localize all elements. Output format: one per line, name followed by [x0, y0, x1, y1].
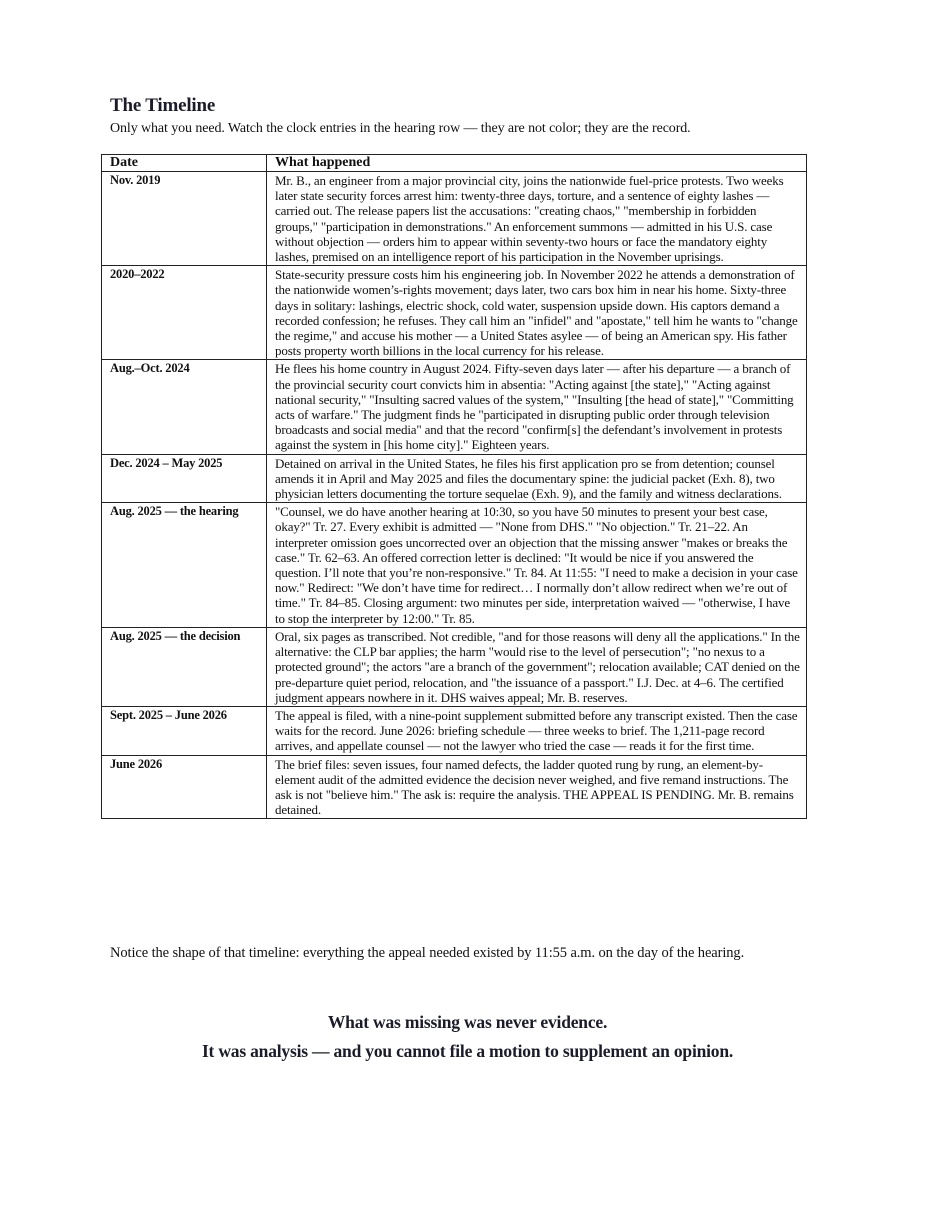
intro-text: Only what you need. Watch the clock entries in the hearing row — they are not color; they are the record.: [110, 121, 691, 136]
table-row: [102, 755, 807, 819]
table-header-row: [102, 155, 807, 172]
table-row: [102, 706, 807, 755]
table-row: [102, 360, 807, 454]
table-row: [102, 503, 807, 628]
row-description: Mr. B., an engineer from a major provincial city, joins the nationwide fuel-price protests. Two weeks later state security forces arrest him: twenty-three days, torture, and a sentence of eighty lashes — carried out. The release papers list the accusations: "creating chaos," "membership in forbidden groups," "participation in demonstrations." An enforcement summons — admitted in his U.S. case without objection — orders him to appear within seventy-two hours or face the mandatory eighty lashes, premised on an intelligence report of his participation in the November uprisings.: [267, 172, 807, 266]
table-row: [102, 172, 807, 266]
row-description: "Counsel, we do have another hearing at 10:30, so you have 50 minutes to present your best case, okay?" Tr. 27. Every exhibit is admitted — "None from DHS." "No objection." Tr. 21–22. An interpreter omission goes uncorrected over an objection that the missing answer "makes or breaks the case." Tr. 62–63. An offered correction letter is declined: "It would be nice if you answered the question. I’ll note that you’re non-responsive." Tr. 84. At 11:55: "I need to make a decision in your case now." Redirect: "We don’t have time for redirect… I normally don’t allow redirect when we’re out of time." Tr. 84–85. Closing argument: two minutes per side, interpretation waived — "otherwise, I have to stop the interpreter by 12:00." Tr. 85.: [267, 503, 807, 628]
closing-line-1: What was missing was never evidence.: [327, 1012, 608, 1032]
row-description: Oral, six pages as transcribed. Not credible, "and for those reasons will deny all the applications." In the alternative: the CLP bar applies; the harm "would rise to the level of persecution"; "no nexus to a protected ground"; the actors "are a branch of the government"; relocation available; CAT denied on the pre-departure quiet period, relocation, and "the issuance of a passport." I.J. Dec. at 4–6. The certified judgment appears nowhere in it. DHS waives appeal; Mr. B. reserves.: [267, 627, 807, 706]
row-date: Aug. 2025 — the decision: [102, 627, 267, 706]
table-row: [102, 454, 807, 503]
row-description: The brief files: seven issues, four named defects, the ladder quoted rung by rung, an element-by-element audit of the admitted evidence the decision never weighed, and five remand instructions. The ask is not "believe him." The ask is: require the analysis. THE APPEAL IS PENDING. Mr. B. remains detained.: [267, 755, 807, 819]
row-date: Aug. 2025 — the hearing: [102, 503, 267, 628]
timeline-table: [101, 154, 807, 819]
row-description: Detained on arrival in the United States, he files his first application pro se from detention; counsel amends it in April and May 2025 and files the documentary spine: the judicial packet (Exh. 8), two physician letters documenting the torture sequelae (Exh. 9), and the family and witness declarations.: [267, 454, 807, 503]
column-header-what-happened: What happened: [267, 155, 807, 172]
row-date: Nov. 2019: [102, 172, 267, 266]
row-date: 2020–2022: [102, 266, 267, 360]
closing-line-2: It was analysis — and you cannot file a motion to supplement an opinion.: [201, 1041, 734, 1061]
row-description: State-security pressure costs him his engineering job. In November 2022 he attends a demonstration of the nationwide women’s-rights movement; days later, two cars box him in near his home. Sixty-three days in solitary: lashings, electric shock, cold water, suspension upside down. His captors demand a recorded confession; he refuses. They call him an "infidel" and "apostate," tell him he wants to "change the regime," and accuse his mother — a United States asylee — of being an American spy. His father posts property worth billions in the local currency for his release.: [267, 266, 807, 360]
table-row: [102, 266, 807, 360]
row-description: The appeal is filed, with a nine-point supplement submitted before any transcript existed. Then the case waits for the record. June 2026: briefing schedule — three weeks to brief. The 1,211-page record arrives, and appellate counsel — not the lawyer who tried the case — reads it for the first time.: [267, 706, 807, 755]
row-date: Dec. 2024 – May 2025: [102, 454, 267, 503]
row-date: June 2026: [102, 755, 267, 819]
notice-text: Notice the shape of that timeline: everything the appeal needed existed by 11:55 a.m. on the day of the hearing.: [110, 945, 745, 961]
column-header-date: Date: [102, 155, 267, 172]
row-description: He flees his home country in August 2024. Fifty-seven days later — after his departure — a branch of the provincial security court convicts him in absentia: "Acting against [the state]," "Acting against national security," "Insulting sacred values of the system," "Insulting [the head of state]," "Committing acts of warfare." The judgment finds he "participated in disrupting public order through television broadcasts and social media" and that the record "confirm[s] the defendant’s involvement in protests against the system in [his home city]." Eighteen years.: [267, 360, 807, 454]
table-row: [102, 627, 807, 706]
row-date: Sept. 2025 – June 2026: [102, 706, 267, 755]
section-heading: The Timeline: [110, 95, 216, 116]
row-date: Aug.–Oct. 2024: [102, 360, 267, 454]
